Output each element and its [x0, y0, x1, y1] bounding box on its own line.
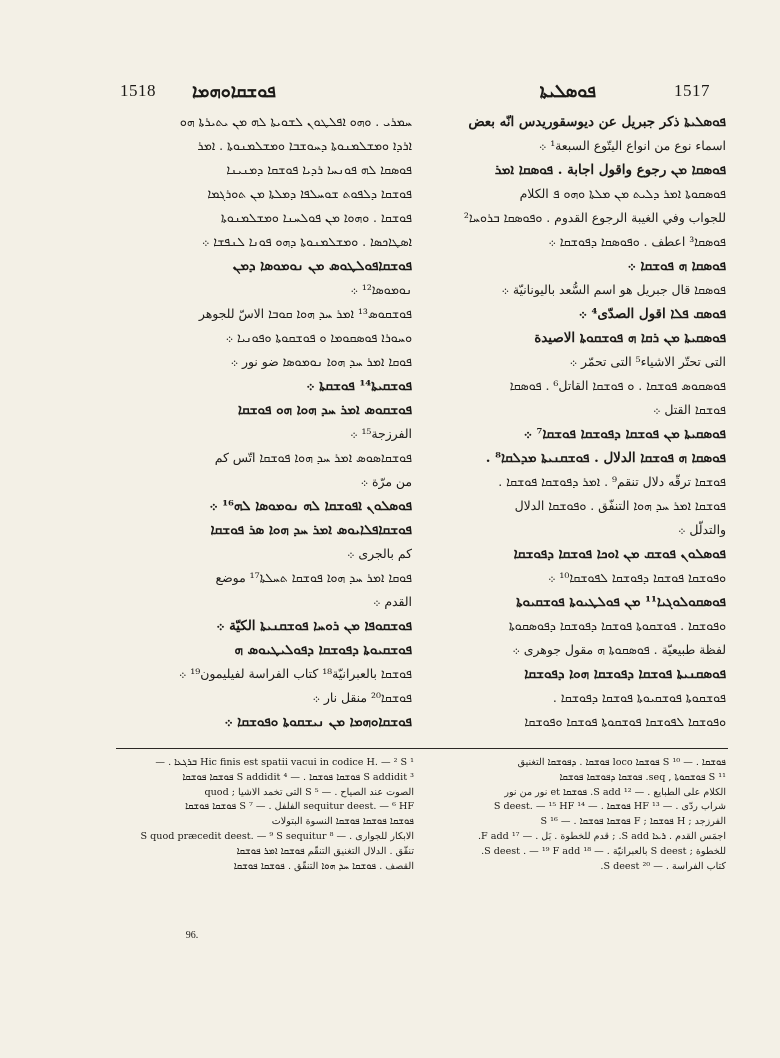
footnote-line: الفرزجد ; H ܦܘܫܩܐ ; F ܦܘܫܩܐ ܦܘܫܩܐ . — ¹⁶ S — [540, 816, 726, 828]
text-line: ܦܘܫܩܐ ܕܠܦܘܬ ܫܘܚܠܦܐ ܕܡܠܬܐ ܡܢ ܬܘܪܓܡܐ — [207, 186, 412, 201]
text-line: لفظة طبيعيّة . ܦܘܣܩܘܬܐ ܗ مقول جوهرى ܀ — [512, 642, 726, 657]
text-line: ܐܣܛܐܟܣܐ . ܘܡܫܠܡܢܘܬܐ ܕܗܘ ܦܘܢܐ ܠܢܦܫܐ ܀ — [201, 234, 412, 249]
signature-mark: 96. — [185, 930, 199, 941]
text-line: ܦܘܣܩܘܬܐ ܐܡܪ ܕܠܝܬ ܡܢ ܡܠܬܐ ܘܗܘ ܦ الكلام — [519, 186, 726, 201]
text-line: ܦܘܫܩܐ القتل ܀ — [653, 402, 726, 417]
text-line: ܘܦܘܫܩܐ ܠܦܘܫܩܐ ܦܘܫܩܘܬܐ ܦܘܫܩܐ ܘܦܘܫܩܐ — [524, 714, 726, 729]
text-line: ܐܪܕܐ ܘܡܫܠܡܢܘܬܐ ܕܚܘܫܒܐ ܘܡܫܠܡܢܘܬܐ . ܐܡܪ — [197, 138, 412, 153]
text-line: للجواب وفي الغيبة الرجوع القدوم . ܘܦܘܣܩܐ ܒܪܘܚܐ² — [463, 210, 726, 225]
footnote-line: ܦܘܫܩܐ . — ¹⁰ S ܦܘܫܩܐ loco ܦܘܫܩܐ . ܕܦܘܫܩܐ التغنيق — [517, 757, 726, 768]
left-footnotes — [114, 756, 414, 926]
footnote-line: ³ S addidit ܦܘܫܩܐ ܦܘܫܩܐ . — ⁴ S addidit ܦܘܫܩܐ ܦܘܫܩܐ — [182, 771, 414, 783]
footnote-line: للخطوة ; S deest بالعبرانيّة . — ¹⁸ S deest . — ¹⁹ F add. — [481, 845, 726, 857]
text-line: ܦܘܫܩܐ²⁰ منقل نار ܀ — [312, 690, 412, 705]
footnote-line: ܦܘܫܩܐ ܦܘܫܩܐ ܦܘܫܩܐ النسوة البتولات — [271, 816, 414, 828]
text-line: ܦܘܫܩܘܣ ܐܡܪ ܚܕ ܗܘܐ ܗܘ ܦܘܫܩܐ — [237, 402, 412, 418]
right-text-column — [432, 110, 726, 740]
text-line: الفرزجة¹⁵ ܀ — [350, 426, 412, 441]
left-text-column — [114, 110, 412, 740]
text-line: ܦܘܫܩܐܦܠܐܝܘܣ ܐܡܪ ܚܕ ܗܘܐ ܣܪ ܦܘܫܩܐ — [210, 522, 412, 538]
text-line: ܦܘܣܩܝܬܐ ܡܢ ܪܩܐ ܗ ܦܘܫܩܘܬܐ الاصيدة — [534, 330, 726, 346]
text-line: ܦܘܫܩܐ بالعبرانيّة¹⁸ كتاب الفراسة لفيليمون¹⁹ ܀ — [178, 666, 412, 681]
text-line: ܦܘܣܩܐ ܠܗ ܦܘܢܚܐ ܪܕܝܐ ܦܘܫܩܐ ܕܡܢܝܢܐ — [226, 162, 412, 177]
footnote-line: القصف . ܦܘܫܩܐ ܚܕ ܗܘܐ التنقّق . ܦܘܫܩܐ ܦܘܫܩܐ — [233, 860, 414, 872]
text-line: ܦܘܣܩܘܣ ܦܘܫܩܐ . ܘ ܦܘܫܩܐ القاتل⁶ . ܦܘܣܩܐ — [509, 378, 726, 393]
text-line: القدم ܀ — [372, 594, 412, 609]
text-line: ܦܘܣܩܐ ܗ ܦܘܫܩܐ الدلال . ܦܘܫܩܢܝܬܐ ܡܕܠܩܐ⁸ . — [485, 450, 726, 466]
text-line: ܦܘܫܩܝܘܬܐ ܕܦܘܫܩܐ ܕܦܘܠܝܛܝܘܣ ܗ — [234, 642, 412, 658]
text-line: ܦܘܣܩܐ ܗ ܦܘܫܩܐ ܀ — [627, 258, 726, 274]
footnote-line: كتاب الفراسة . — ²⁰ S deest. — [600, 860, 726, 872]
text-line: ܦܘܫܩܝܬܐ¹⁴ ܦܘܫܩܬܐ ܀ — [306, 378, 412, 394]
text-line: ܘܦܘܫܩܐ ܦܘܫܩܐ ܕܦܘܫܩܐ ܠܦܘܫܩܐ¹⁰ ܀ — [548, 570, 726, 585]
right-header-group — [540, 81, 710, 102]
footnote-divider — [116, 748, 728, 749]
footnote-line: ¹¹ S ܦܘܫܩܘܬܐ , seq. ܦܘܫܩܐ ܕܦܘܫܩܐ ܦܘܫܩܐ — [559, 771, 726, 783]
left-page-number: 1518 — [120, 81, 156, 100]
left-header-group — [120, 81, 276, 102]
footnote-line: ¹ Hic finis est spatii vacui in codice H. — ² S ܒܪܓܥܐ . — — [155, 757, 414, 768]
text-line: ܦܘܫܩܘܬܐ ܦܘܫܩܝܘܬܐ ܦܘܫܩܐ ܕܦܘܫܩܐ . — [552, 690, 726, 705]
text-line: ܦܘܫܩܐ ترقّه دلال تنقم⁹ . ܐܡܪ ܕܦܘܫܩܐ ܦܘܫܩܐ . — [498, 474, 726, 489]
text-line: ܦܘܣܩܐ³ اعطف . ܘܦܘܣܩܐ ܕܦܘܫܩܐ ܀ — [548, 234, 726, 249]
text-line: ܦܘܣܩܘܠܘܓܝܐ¹¹ ܡܢ ܦܘܠܛܝܘܬܐ ܦܘܫܩܝܘܬܐ — [516, 594, 726, 610]
text-line: ܦܘܣܩܐ قال جبريل هو اسم السُّعد باليونانيّة ܀ — [501, 282, 726, 297]
left-running-title: ܦܘܫܩܐܘܗܡܐ — [192, 80, 276, 102]
right-page-number: 1517 — [674, 81, 710, 100]
text-line: ܦܘܫܩܐ ܐܡܪ ܚܕ ܗܘܐ التنفّق . ܘܦܘܫܩܐ الدلال — [514, 498, 726, 513]
text-line: ܦܘܫܩܐ . ܘܗܘܐ ܡܢ ܦܘܠܚܢܐ ܘܡܫܠܡܢܘܬܐ — [220, 210, 412, 225]
text-line: من مرّة ܀ — [360, 474, 412, 489]
text-line: ܦܘܣܩ ܦܠܐ اقول الصدّى⁴ ܀ — [578, 306, 726, 322]
text-line: ܦܘܫܩܘܣ¹³ ܐܡܪ ܚܕ ܗܘܐ ܩܘܒܐ الاسّ للجوهر — [198, 306, 412, 321]
text-line: ܦܘܣܩܐ ܡܢ رجوع واقول اجابة . ܦܘܣܩܐ ܐܡܪ — [494, 162, 726, 178]
text-line: ܘܚܘܪܐ ܦܘܣܩܘܡܐ ܘ ܦܘܫܩܘܬܐ ܘܦܘܢܝܐ ܀ — [225, 330, 412, 345]
running-header — [120, 78, 710, 104]
text-line: ܦܘܣܠܘܢ ܐܦܘܫܩܐ ܠܗ ܢܘܡܘܣܐ ܠܗ¹⁶ ܀ — [209, 498, 412, 514]
text-line: والتدلّل ܀ — [678, 522, 726, 537]
text-line: ܦܘܫܩܐܣܘܣ ܐܡܪ ܚܕ ܗܘܐ ܦܘܫܩܐ اتّس كم — [214, 450, 412, 465]
text-line: ܦܘܣܩܢܝܬܐ ܦܘܫܩܐ ܕܦܘܫܩܐ ܗܘܐ ܕܦܘܫܩܐ — [524, 666, 726, 682]
right-running-title: ܦܘܣܠܝܬܐ — [539, 80, 596, 102]
footnote-line: الابكار للجوارى . — ⁸ S quod præcedit deest. — ⁹ S sequitur — [140, 830, 414, 842]
footnote-line: الكلام على الطبايع . — ¹² S add. ܦܘܫܩܐ et نور من نور — [504, 786, 726, 798]
text-line: ܦܘܣܠܝܬܐ ذكر جبريل عن ديوسقوريدس انّه بعض — [468, 114, 726, 130]
text-line: ܘܦܘܫܩܐ . ܦܘܫܩܘܬܐ ܦܘܫܩܐ ܕܦܘܫܩܐ ܕܦܘܣܩܘܬܐ — [508, 618, 726, 633]
text-line: اسماء نوع من انواع اليتّوع السبعة¹ ܀ — [538, 138, 726, 153]
right-footnotes — [432, 756, 726, 926]
text-line: ܦܘܩܐ ܐܡܪ ܚܕ ܗܘܐ ܢܘܡܘܣܐ ضو نور ܀ — [230, 354, 412, 369]
text-line: ܦܘܩܐ ܐܡܪ ܚܕ ܗܘܐ ܦܘܫܩܐ ܬܚܠܬܐ¹⁷ موضع — [215, 570, 412, 585]
footnote-line: تنقّق . الدلال التغنيق التنقّم ܦܘܫܩܐ ܐܡܪ ܦܘܫܩܐ — [236, 845, 414, 857]
footnote-line: اجمَس القدم . ܪܥܐ S add. ; قدم للخطوة . بَل . — ¹⁷ F add. — [477, 830, 726, 842]
text-line: ܦܘܣܠܘܢ ܦܘܫܩ ܡܢ ܐܘܟܐ ܦܘܫܩܐ ܕܦܘܫܩܐ — [513, 546, 726, 562]
text-line: كم بالجرى ܀ — [347, 546, 412, 561]
text-line: ܦܘܣܩܝܬܐ ܡܢ ܦܘܫܩܐ ܕܦܘܫܩܐ ܦܘܫܩܐ⁷ ܀ — [523, 426, 726, 442]
footnote-line: الصوت عند الصياح . — ⁵ S التى تخمد الاشيا ; quod — [204, 786, 414, 798]
footnote-line: sequitur deest. — ⁶ HF الفلفل . — ⁷ S ܦܘܫܩܐ ܦܘܫܩܐ — [185, 801, 414, 813]
text-line: ܦܘܫܩܐܦܘܠܛܘܣ ܡܢ ܢܘܡܘܣܐ ܕܡܢ — [232, 258, 412, 274]
footnote-line: شراب ردّى . — ¹³ HF ܦܘܫܩܐ . — ¹⁴ S deest. — ¹⁵ HF — [493, 801, 726, 813]
text-line: ܢܘܡܘܣܐ¹² ܀ — [350, 282, 412, 297]
text-line: التى تحتّر الاشياء⁵ التى تحمّر ܀ — [569, 354, 726, 369]
text-line: ܚܡܪܝ . ܘܗܘ ܐܦܠܛܘܢ ܠܫܘܝܬܐ ܠܗ ܡܢ ܝܬܝܪܬܐ ܗܘ — [179, 114, 412, 129]
text-line: ܦܘܫܩܘܦܐ ܡܢ ܪܘܚܐ ܦܘܫܩܢܝܬܐ الكيّة ܀ — [216, 618, 412, 634]
text-line: ܦܘܫܩܐܘܗܡܐ ܡܢ ܢܝܫܩܘܬܐ ܘܦܘܫܩܐ ܀ — [224, 714, 412, 730]
